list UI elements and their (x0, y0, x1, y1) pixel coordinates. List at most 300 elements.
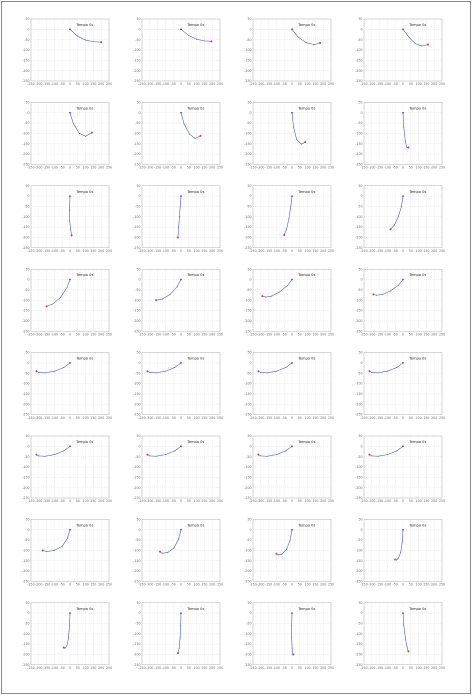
subplot-3 (244, 17, 334, 86)
trajectory-point (63, 367, 64, 368)
legend-label: Tempo 0s (76, 273, 94, 278)
trajectory-point (382, 294, 383, 295)
y-tick-label: -200 (355, 68, 363, 73)
start-marker (69, 362, 71, 364)
x-tick-label: 250 (438, 249, 446, 253)
trajectory-point (46, 551, 47, 552)
y-tick-label: 50 (25, 100, 30, 105)
x-tick-label: 50 (75, 415, 80, 420)
x-tick-label: -50 (281, 415, 287, 420)
x-tick-label: 150 (90, 332, 97, 337)
x-tick-label: -250 (138, 415, 146, 420)
y-tick-label: -250 (355, 245, 363, 250)
x-tick-label: 150 (312, 666, 319, 670)
trajectory-point (260, 455, 261, 456)
x-tick-label: 150 (312, 82, 319, 87)
y-tick-label: -250 (133, 162, 141, 167)
x-tick-label: -200 (368, 82, 376, 87)
x-tick-label: 250 (327, 499, 335, 504)
trajectory-point (387, 371, 388, 372)
x-tick-label: -50 (59, 332, 65, 337)
y-tick-label: -200 (22, 569, 30, 574)
y-tick-label: -50 (357, 454, 363, 459)
trajectory-point (292, 648, 293, 649)
y-tick-label: 50 (25, 183, 30, 188)
x-tick-label: 100 (304, 165, 311, 170)
y-tick-label: 50 (136, 434, 141, 439)
y-tick-label: -50 (135, 371, 141, 376)
y-tick-label: 0 (27, 277, 30, 282)
y-tick-label: 0 (360, 611, 363, 616)
x-tick-label: -250 (27, 582, 35, 587)
x-tick-label: 200 (98, 82, 105, 87)
x-tick-label: 200 (98, 582, 105, 587)
x-tick-label: 250 (216, 499, 224, 504)
y-tick-label: -150 (355, 308, 363, 313)
x-tick-label: 0 (290, 499, 294, 504)
x-tick-label: -250 (249, 165, 257, 170)
legend-label: Tempo 0s (76, 189, 94, 194)
y-tick-label: 50 (358, 183, 363, 188)
start-marker (180, 612, 182, 614)
x-tick-label: 150 (90, 82, 97, 87)
x-tick-label: 0 (179, 82, 183, 87)
trajectory-point (405, 141, 406, 142)
y-tick-label: -200 (22, 152, 30, 157)
x-tick-label: 150 (312, 582, 319, 587)
x-tick-label: -150 (153, 249, 162, 253)
y-tick-label: -50 (357, 204, 363, 209)
x-tick-label: 200 (431, 165, 438, 170)
x-tick-label: 150 (201, 415, 208, 420)
trajectory-point (285, 367, 286, 368)
trajectory-point (45, 372, 46, 373)
end-marker (159, 551, 161, 553)
y-tick-label: -150 (244, 558, 252, 563)
end-marker (372, 293, 374, 295)
y-tick-label: 50 (247, 100, 252, 105)
x-tick-label: 50 (408, 666, 413, 670)
subplot-20 (355, 351, 445, 420)
legend-label: Tempo 0s (409, 23, 427, 27)
x-tick-label: -50 (59, 499, 65, 504)
trajectory-point (62, 546, 63, 547)
x-tick-label: -50 (392, 332, 398, 337)
legend-label: Tempo 0s (298, 189, 316, 194)
x-tick-label: 0 (179, 666, 183, 670)
x-tick-label: 250 (327, 332, 335, 337)
y-tick-label: -50 (135, 204, 141, 209)
end-marker (146, 454, 148, 456)
x-tick-label: 50 (186, 582, 191, 587)
x-tick-label: 0 (401, 415, 405, 420)
x-tick-label: 200 (320, 499, 327, 504)
x-tick-label: 150 (423, 82, 430, 87)
trajectory-point (38, 455, 39, 456)
x-tick-label: -50 (170, 582, 176, 587)
start-marker (402, 529, 404, 531)
x-tick-label: 150 (423, 499, 430, 504)
y-tick-label: 0 (360, 194, 363, 199)
y-tick-label: -200 (244, 318, 252, 323)
x-tick-label: 100 (415, 82, 422, 87)
start-marker (402, 445, 404, 447)
x-tick-label: -50 (392, 582, 398, 587)
y-tick-label: -50 (24, 538, 30, 543)
legend-label: Tempo 0s (187, 440, 205, 444)
x-tick-label: 250 (105, 499, 113, 504)
x-tick-label: 50 (75, 499, 80, 504)
trajectory-point (398, 216, 399, 217)
x-tick-label: -150 (153, 82, 162, 87)
y-tick-label: -200 (244, 652, 252, 657)
x-tick-label: -250 (360, 165, 368, 170)
end-marker (319, 42, 321, 44)
y-tick-label: -200 (244, 152, 252, 157)
x-tick-label: -250 (27, 249, 35, 253)
y-tick-label: -150 (244, 141, 252, 146)
y-tick-label: -150 (355, 558, 363, 563)
y-tick-label: -200 (133, 402, 141, 407)
x-tick-label: -150 (42, 249, 51, 253)
y-tick-label: -50 (24, 287, 30, 292)
x-tick-label: -150 (375, 666, 384, 670)
x-tick-label: 250 (327, 582, 335, 587)
trajectory-point (73, 123, 74, 124)
x-tick-label: 50 (297, 82, 302, 87)
x-tick-label: -150 (375, 499, 384, 504)
x-tick-label: -250 (249, 249, 257, 253)
x-tick-label: -200 (146, 165, 154, 170)
start-marker (402, 112, 404, 114)
x-tick-label: 200 (98, 666, 105, 670)
x-tick-label: 150 (423, 666, 430, 670)
y-tick-label: -150 (133, 141, 141, 146)
x-tick-label: -50 (392, 666, 398, 670)
x-tick-label: -250 (138, 666, 146, 670)
y-tick-label: 50 (25, 600, 30, 605)
y-tick-label: -100 (133, 631, 141, 636)
x-tick-label: -150 (153, 499, 162, 504)
y-tick-label: -150 (22, 392, 30, 397)
trajectory-point (69, 210, 70, 211)
y-tick-label: -250 (22, 79, 30, 84)
y-tick-label: 50 (358, 267, 363, 272)
y-tick-label: 50 (247, 183, 252, 188)
trajectory-point (165, 371, 166, 372)
x-tick-label: 250 (216, 165, 224, 170)
trajectory-point (70, 229, 71, 230)
end-marker (257, 370, 259, 372)
trajectory-point (371, 372, 372, 373)
x-tick-label: 200 (209, 666, 216, 670)
end-marker (200, 135, 202, 137)
legend-label: Tempo 0s (298, 106, 316, 111)
x-tick-label: -100 (383, 249, 392, 253)
x-tick-label: 200 (209, 82, 216, 87)
y-tick-label: -150 (22, 225, 30, 230)
x-tick-label: -100 (50, 249, 59, 253)
x-tick-label: 50 (75, 249, 80, 253)
x-tick-label: 0 (290, 666, 294, 670)
y-tick-label: -100 (22, 381, 30, 386)
subplot-1 (22, 17, 112, 86)
y-tick-label: -50 (24, 121, 30, 126)
x-tick-label: -100 (383, 666, 392, 670)
y-tick-label: -200 (355, 485, 363, 490)
y-tick-label: 50 (136, 600, 141, 605)
x-tick-label: 50 (408, 165, 413, 170)
x-tick-label: -250 (360, 82, 368, 87)
y-tick-label: -50 (246, 371, 252, 376)
y-tick-label: -150 (133, 558, 141, 563)
y-tick-label: -200 (355, 152, 363, 157)
y-tick-label: -250 (355, 496, 363, 501)
x-tick-label: 100 (304, 499, 311, 504)
trajectory-point (298, 37, 299, 38)
subplot-14 (133, 267, 223, 336)
x-tick-label: 150 (90, 499, 97, 504)
trajectory-point (403, 625, 404, 626)
x-tick-label: -200 (257, 415, 265, 420)
x-tick-label: 200 (320, 249, 327, 253)
trajectory-point (170, 294, 171, 295)
end-marker (304, 141, 306, 143)
x-tick-label: 100 (415, 415, 422, 420)
trajectory-point (77, 36, 78, 37)
x-tick-label: -250 (138, 332, 146, 337)
trajectory-point (54, 454, 55, 455)
x-tick-label: -200 (257, 332, 265, 337)
start-marker (402, 362, 404, 364)
x-tick-label: -150 (375, 582, 384, 587)
y-tick-label: -50 (135, 454, 141, 459)
y-tick-label: 50 (136, 100, 141, 105)
trajectory-point (306, 42, 307, 43)
y-tick-label: -250 (244, 662, 252, 667)
x-tick-label: 100 (193, 415, 200, 420)
y-tick-label: -100 (22, 465, 30, 470)
x-tick-label: 100 (193, 666, 200, 670)
y-tick-label: -100 (133, 214, 141, 219)
trajectory-point (178, 227, 179, 228)
trajectory-point (189, 134, 190, 135)
y-tick-label: 50 (25, 267, 30, 272)
trajectory-point (406, 646, 407, 647)
legend-label: Tempo 0s (187, 523, 205, 528)
y-tick-label: -250 (244, 496, 252, 501)
x-tick-label: -200 (368, 415, 376, 420)
trajectory-point (177, 286, 178, 287)
x-tick-label: -200 (35, 82, 43, 87)
x-tick-label: 200 (98, 499, 105, 504)
y-tick-label: -150 (355, 642, 363, 647)
x-tick-label: 50 (186, 332, 191, 337)
trajectory-point (301, 144, 302, 145)
y-tick-label: 50 (136, 267, 141, 272)
y-tick-label: -250 (22, 412, 30, 417)
x-tick-label: -100 (161, 332, 170, 337)
x-tick-label: 100 (82, 499, 89, 504)
y-tick-label: -50 (24, 454, 30, 459)
start-marker (291, 279, 293, 281)
x-tick-label: -200 (146, 666, 154, 670)
x-tick-label: 0 (290, 165, 294, 170)
x-tick-label: -50 (392, 415, 398, 420)
x-tick-label: -100 (272, 666, 281, 670)
x-tick-label: 200 (98, 332, 105, 337)
y-tick-label: 0 (27, 527, 30, 532)
x-tick-label: 0 (179, 249, 183, 253)
x-tick-label: -100 (272, 249, 281, 253)
x-tick-label: -250 (360, 499, 368, 504)
x-tick-label: -250 (360, 415, 368, 420)
trajectory-point (276, 454, 277, 455)
x-tick-label: 50 (408, 82, 413, 87)
x-tick-label: -150 (42, 82, 51, 87)
x-tick-label: -200 (257, 582, 265, 587)
start-marker (402, 28, 404, 30)
y-tick-label: -150 (22, 642, 30, 647)
y-tick-label: -200 (355, 402, 363, 407)
x-tick-label: 100 (193, 582, 200, 587)
x-tick-label: -200 (146, 582, 154, 587)
subplot-21 (22, 434, 112, 503)
y-tick-label: 0 (360, 27, 363, 32)
y-tick-label: 0 (138, 110, 141, 115)
y-tick-label: 0 (27, 27, 30, 32)
y-tick-label: -250 (355, 79, 363, 84)
y-tick-label: -100 (133, 548, 141, 553)
y-tick-label: -100 (133, 48, 141, 53)
trajectory-point (149, 372, 150, 373)
x-tick-label: 250 (216, 332, 224, 337)
y-tick-label: 50 (358, 517, 363, 522)
x-tick-label: 250 (327, 165, 335, 170)
x-tick-label: -250 (138, 165, 146, 170)
x-tick-label: 0 (68, 165, 72, 170)
x-tick-label: 0 (290, 582, 294, 587)
x-tick-label: -50 (281, 82, 287, 87)
y-tick-label: -50 (357, 37, 363, 42)
end-marker (368, 454, 370, 456)
legend-label: Tempo 0s (409, 523, 427, 528)
x-tick-label: -250 (249, 415, 257, 420)
x-tick-label: -100 (161, 165, 170, 170)
y-tick-label: -200 (355, 318, 363, 323)
x-tick-label: 200 (431, 666, 438, 670)
legend-label: Tempo 0s (76, 440, 94, 444)
x-tick-label: 0 (290, 249, 294, 253)
y-tick-label: 50 (247, 17, 252, 22)
end-marker (35, 370, 37, 372)
x-tick-label: 200 (431, 82, 438, 87)
y-tick-label: -150 (355, 392, 363, 397)
subplot-13 (22, 267, 112, 336)
x-tick-label: 0 (401, 82, 405, 87)
y-tick-label: 50 (25, 434, 30, 439)
y-tick-label: -200 (22, 318, 30, 323)
x-tick-label: 50 (75, 82, 80, 87)
end-marker (261, 295, 263, 297)
y-tick-label: -100 (244, 465, 252, 470)
trajectory-point (267, 372, 268, 373)
x-tick-label: 0 (401, 165, 405, 170)
start-marker (69, 529, 71, 531)
subplot-15 (244, 267, 334, 336)
x-tick-label: -150 (42, 499, 51, 504)
trajectory-point (178, 539, 179, 540)
x-tick-label: 250 (216, 82, 224, 87)
x-tick-label: -100 (50, 415, 59, 420)
x-tick-label: 100 (82, 666, 89, 670)
x-tick-label: 100 (304, 582, 311, 587)
x-tick-label: 250 (105, 82, 113, 87)
x-tick-label: -50 (392, 165, 398, 170)
y-tick-label: -50 (357, 287, 363, 292)
y-tick-label: 50 (247, 434, 252, 439)
x-tick-label: 200 (320, 582, 327, 587)
x-tick-label: -250 (27, 332, 35, 337)
subplot-10 (133, 184, 223, 253)
y-tick-label: -200 (244, 485, 252, 490)
x-tick-label: -50 (392, 249, 398, 253)
trajectory-point (65, 648, 66, 649)
x-tick-label: -250 (360, 332, 368, 337)
y-tick-label: -100 (244, 381, 252, 386)
x-tick-label: -50 (59, 582, 65, 587)
subplot-6 (133, 101, 223, 170)
y-tick-label: 0 (249, 527, 252, 532)
x-tick-label: 50 (408, 499, 413, 504)
y-tick-label: -250 (133, 662, 141, 667)
x-tick-label: -150 (375, 165, 384, 170)
x-tick-label: -200 (35, 582, 43, 587)
trajectory-point (162, 553, 163, 554)
x-tick-label: 250 (105, 415, 113, 420)
trajectory-point (79, 133, 80, 134)
y-tick-label: 0 (138, 611, 141, 616)
y-tick-label: -100 (22, 548, 30, 553)
x-tick-label: 100 (193, 249, 200, 253)
subplot-19 (244, 351, 334, 420)
legend-label: Tempo 0s (76, 23, 94, 27)
subplot-31 (244, 601, 334, 670)
start-marker (180, 28, 182, 30)
y-tick-label: -50 (246, 621, 252, 626)
x-tick-label: -150 (153, 415, 162, 420)
x-tick-label: 200 (431, 582, 438, 587)
subplot-4 (355, 17, 445, 86)
y-tick-label: 0 (249, 194, 252, 199)
x-tick-label: 150 (201, 666, 208, 670)
legend-label: Tempo 0s (187, 106, 205, 111)
x-tick-label: 150 (312, 332, 319, 337)
x-tick-label: 200 (209, 332, 216, 337)
legend-label: Tempo 0s (298, 440, 316, 444)
x-tick-label: -200 (35, 249, 43, 253)
legend-label: Tempo 0s (409, 356, 427, 361)
y-tick-label: -200 (244, 402, 252, 407)
y-tick-label: -250 (244, 245, 252, 250)
x-tick-label: -100 (161, 82, 170, 87)
x-tick-label: 150 (201, 249, 208, 253)
x-tick-label: 100 (415, 582, 422, 587)
x-tick-label: -200 (257, 165, 265, 170)
x-tick-label: 100 (82, 82, 89, 87)
subplot-22 (133, 434, 223, 503)
x-tick-label: 50 (408, 332, 413, 337)
